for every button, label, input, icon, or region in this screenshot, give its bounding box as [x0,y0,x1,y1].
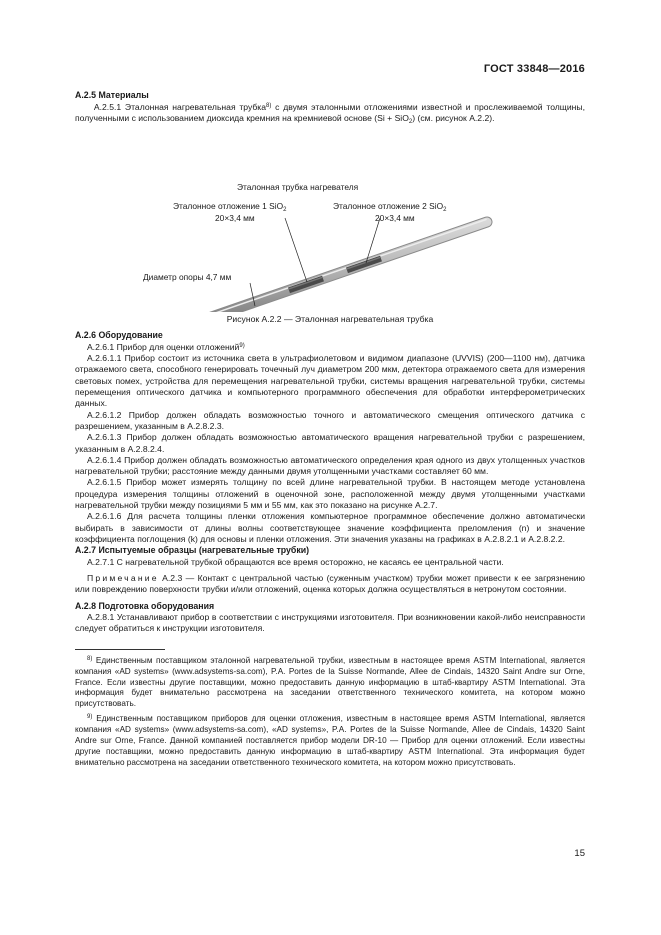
footnote-divider [75,649,165,650]
paragraph-a261: А.2.6.1 Прибор для оценки отложений$^{9)}$ [86,341,245,352]
page-number: 15 [574,848,585,859]
standard-number: ГОСТ 33848—2016 [483,63,585,75]
document-body [75,90,585,769]
footnote-ref-9[interactable]: 9) [239,342,245,349]
paragraph-a2615: А.2.6.1.5 Прибор может измерять толщину по всей длине нагревательной трубки. В настоящем методе установлена процедура измерения толщины отложений в оценочной зоне, расположенной между двумя утолщенными участками нагревательной трубки между позициями 5 мм и 55 мм, как это показано на рисунке А.2.7. [75,477,585,511]
leader-deposit-1 [285,218,307,282]
figure-caption: Рисунок А.2.2 — Эталонная нагревательная трубка [226,314,434,325]
section-heading-a25: А.2.5 Материалы [75,90,149,100]
note-a23: Примечание А.2.3 — Контакт с центральной частью (суженным участком) трубки может привести к ее загрязнению или повреждению поверхности трубки и/или отложений, оценка которых должна осуществляться в нетронутом состоянии. [75,573,585,595]
section-heading-a26: А.2.6 Оборудование [75,330,163,341]
section-heading-a27: А.2.7 Испытуемые образцы (нагревательные трубки) [75,545,310,556]
label-deposit-1-size: 20×3,4 мм [215,213,255,224]
section-heading-a28: А.2.8 Подготовка оборудования [75,600,215,611]
label-reference-tube: Эталонная трубка нагревателя [237,182,359,193]
footnote-ref-8[interactable]: 8) [266,102,272,109]
note-label: Примечание [87,573,159,584]
heating-tube [197,220,487,313]
figure-heating-tube [75,130,585,312]
paragraph-a2614: А.2.6.1.4 Прибор должен обладать возможностью автоматического определения края одного из двух утолщенных участков нагревательной трубки; расстояние между данными двумя утолщенными участками составляет 60 мм. [75,454,585,477]
paragraph-a2613: А.2.6.1.3 Прибор должен обладать возможностью автоматического вращения нагревательной трубки с разрешением, указанным в А.2.8.2.4. [75,432,585,454]
footnote-9: $^{9)}$ Единственным поставщиком приборов для оценки отложения, известным в настоящее время ASTM International, является компания «AD systems» (www.adsystems-sa.com), «AD systems», P.A. Portes de la Suisse Normande, Allee de Cindais, 14320 Saint Andre sur Orne, France. Данной компанией поставляется прибор модели DR-10 — Прибор для оценки отложений. Если известны другие поставщики, можно предоставить данную информацию в штаб-квартиру ASTM International. Эта информация будет внимательно рассмотрена на заседании ответственного технического комитета, на котором можно присутствовать. [75,714,585,767]
paragraph-a2616: А.2.6.1.6 Для расчета толщины пленки отложения компьютерное программное обеспечение должно автоматически выбирать в зависимости от длины волны соответствующее значение коэффициента преломления (n) и значение коэффициента поглощения (k) для основы и пленки отложения. Эти значения указаны на графиках в А.2.8.2.1 и А.2.8.2.2. [75,511,585,544]
label-deposit-2-size: 20×3,4 мм [375,213,415,224]
paragraph-a271: А.2.7.1 С нагревательной трубкой обращаются все время осторожно, не касаясь ее центральной части. [87,556,504,567]
label-deposit-2: Эталонное отложение 2 SiO$_2$ [333,201,447,214]
label-support-diameter: Диаметр опоры 4,7 мм [143,272,232,283]
footnote-8: $^{8)}$ Единственным поставщиком эталонной нагревательной трубки, известным в настоящее время ASTM International, является компания «AD systems» (www.adsystems-sa.com), P.A. Portes de la Suisse Normande, Allee de Cindais, 14320 Saint Andre sur Orne, France. Если известны другие поставщики, можно предоставить данную информацию в штаб-квартиру ASTM International. Эта информация будет внимательно рассмотрена на заседании ответственного технического комитета, на котором можно присутствовать. [75,655,585,709]
paragraph-a281: А.2.8.1 Устанавливают прибор в соответствии с инструкциями изготовителя. При возникновении какой-либо неисправности следует обратиться к инструкции изготовителя. [75,612,585,634]
heating-tube-drawing [75,130,585,312]
paragraph-a251: А.2.5.1 Эталонная нагревательная трубка$^{8)}$ с двумя эталонными отложениями известной и прослеживаемой толщины, полученными с использованием диоксида кремния на кремниевой основе (Si + SiO$_2$) (см. рисунок А.2.2). [75,101,585,125]
paragraph-a2612: А.2.6.1.2 Прибор должен обладать возможностью точного и автоматического смещения оптического датчика с разрешением, указанным в А.2.8.2.3. [75,409,585,431]
label-deposit-1: Эталонное отложение 1 SiO$_2$ [173,201,287,214]
paragraph-a2611: А.2.6.1.1 Прибор состоит из источника света в ультрафиолетовом и видимом диапазоне (UVVIS) (200—1100 нм), датчика отражаемого света, способного генерировать точечный луч диаметром 200 мкм, детектора отражаемого света для измерения световых помех, устройства для перемещения нагревательной трубки, системы вращения нагревательной трубки, системы перемещения оптического датчика и компьютерного программного обеспечения для обработки интерферометрических данных. [75,353,585,409]
